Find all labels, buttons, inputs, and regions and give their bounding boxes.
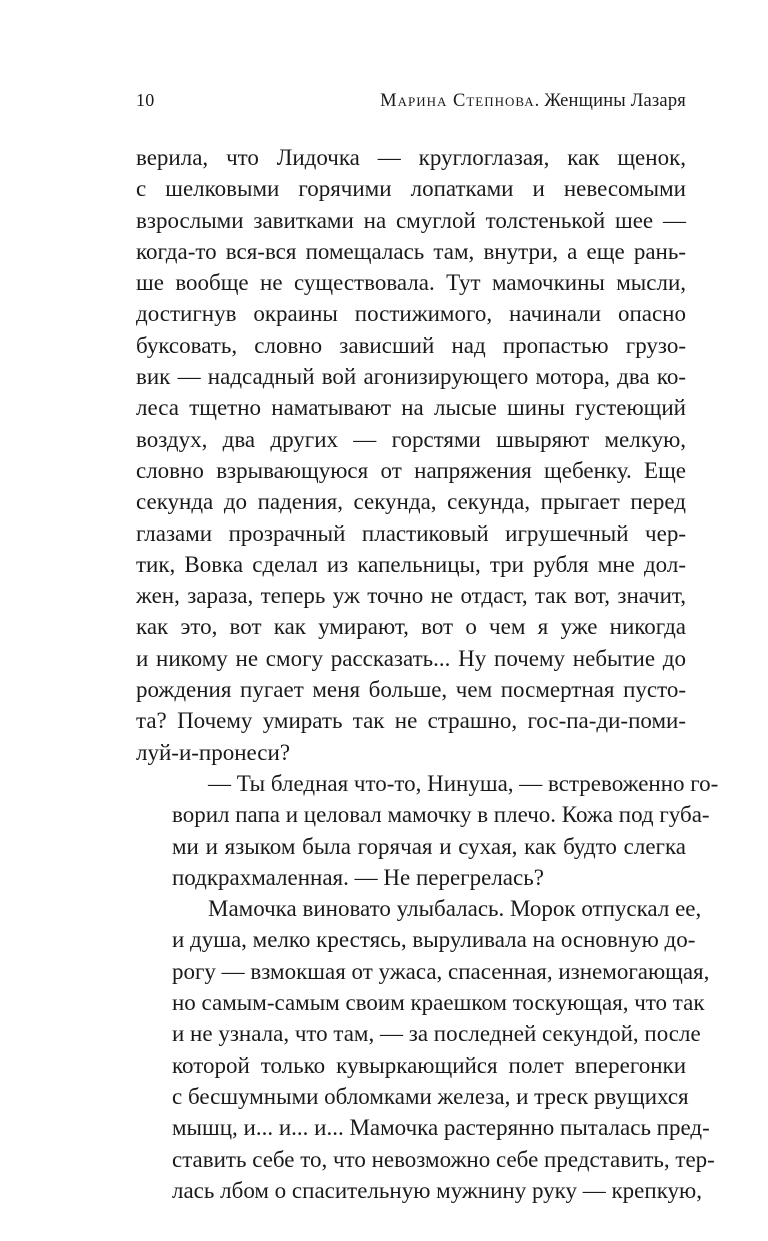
text-line: взрослыми завитками на смуглой толстенькой шее — — [136, 207, 686, 233]
text-line: ми и языком была горячая и сухая, как будто слегка — [172, 833, 686, 859]
running-title — [380, 91, 686, 112]
text-line: вик — надсадный вой агонизирующего мотора, два ко- — [136, 364, 686, 390]
text-line: мышц, и... и... и... Мамочка растерянно пыталась пред- — [172, 1115, 710, 1141]
text-line: ше вообще не существовала. Тут мамочкины мысли, — [136, 270, 686, 296]
text-line: как это, вот как умирают, вот о чем я уже никогда — [136, 614, 686, 640]
text-line: рогу — взмокшая от ужаса, спасенная, изнемогающая, — [172, 958, 710, 984]
text-line: жен, зараза, теперь уж точно не отдаст, так вот, значит, — [136, 583, 686, 609]
book-title: Женщины Лазаря — [544, 91, 686, 111]
text-line: леса тщетно наматывают на лысые шины густеющий — [136, 395, 686, 421]
text-line: луй-и-пронеси? — [136, 739, 291, 765]
text-line: — Ты бледная что-то, Нинуша, — встревоженно го- — [208, 770, 719, 796]
author-name: Марина Степнова — [380, 91, 535, 111]
text-line: с шелковыми горячими лопатками и невесомыми — [136, 176, 686, 202]
text-line: лась лбом о спасительную мужнину руку — крепкую, — [172, 1177, 702, 1203]
text-line: с бесшумными обломками железа, и треск рвущихся — [172, 1083, 689, 1109]
text-line: ставить себе то, что невозможно себе представить, тер- — [172, 1146, 715, 1172]
paragraph — [136, 142, 686, 768]
text-line: тик, Вовка сделал из капельницы, три рубля мне дол- — [136, 551, 686, 577]
text-line: и никому не смогу рассказать... Ну почему небытие до — [136, 645, 686, 671]
paragraph — [136, 893, 715, 1206]
text-line: и не узнала, что там, — за последней секундой, после — [172, 1021, 701, 1047]
text-line: та? Почему умирать так не страшно, гос-па-ди-поми- — [136, 708, 686, 734]
text-line: секунда до падения, секунда, секунда, прыгает перед — [136, 489, 686, 515]
running-head — [136, 90, 686, 116]
text-line: ворил папа и целовал мамочку в плечо. Кожа под губа- — [172, 802, 710, 828]
text-line: воздух, два других — горстями швыряют мелкую, — [136, 426, 686, 452]
text-line: и душа, мелко крестясь, выруливала на основную до- — [172, 927, 696, 953]
text-line: которой только кувыркающийся полет вперегонки — [172, 1052, 686, 1078]
paragraph — [136, 768, 719, 893]
text-line: словно взрывающуюся от напряжения щебенку. Еще — [136, 457, 686, 483]
text-line: глазами прозрачный пластиковый игрушечный чер- — [136, 520, 686, 546]
body-text — [136, 142, 719, 1206]
text-line: верила, что Лидочка — круглоглазая, как щенок, — [136, 145, 686, 170]
text-line: рождения пугает меня больше, чем посмертная пусто- — [136, 677, 686, 703]
text-line: буксовать, словно зависший над пропастью грузо- — [136, 332, 686, 358]
text-line: подкрахмаленная. — Не перегрелась? — [172, 864, 544, 890]
text-line: но самым-самым своим краешком тоскующая, что так — [172, 990, 705, 1016]
text-line: Мамочка виновато улыбалась. Морок отпускал ее, — [208, 896, 702, 922]
title-separator: . — [534, 91, 545, 111]
page-number: 10 — [136, 90, 155, 110]
text-line: достигнув окраины постижимого, начинали опасно — [136, 301, 686, 327]
text-line: когда-то вся-вся помещалась там, внутри, а еще рань- — [136, 238, 686, 264]
